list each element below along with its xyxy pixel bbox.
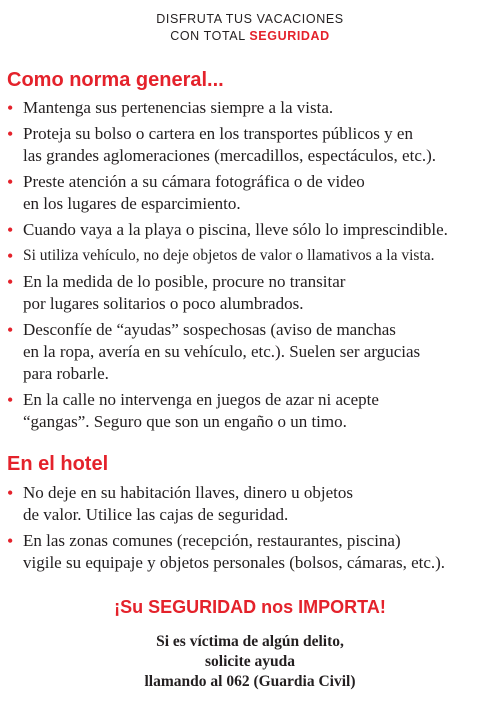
tip-text: En la medida de lo posible, procure no transitar por lugares solitarios o poco alumbrados.	[23, 272, 346, 313]
bullet-icon: •	[7, 172, 14, 192]
header-accent-word: SEGURIDAD	[249, 29, 330, 43]
list-item	[6, 530, 494, 574]
tip-text: Proteja su bolso o cartera en los transportes públicos y en las grandes aglomeraciones (mercadillos, espectáculos, etc.).	[23, 124, 437, 165]
header-line-2-prefix: CON TOTAL	[170, 29, 250, 43]
general-section-title: Como norma general...	[7, 69, 224, 91]
list-item	[6, 389, 494, 433]
bullet-icon: •	[7, 246, 14, 266]
bullet-icon: •	[7, 124, 14, 144]
bullet-icon: •	[7, 390, 14, 410]
security-slogan: ¡Su SEGURIDAD nos IMPORTA!	[114, 597, 386, 617]
bullet-icon: •	[7, 98, 14, 118]
tip-text: Si utiliza vehículo, no deje objetos de valor o llamativos a la vista.	[23, 247, 435, 264]
emergency-contact	[0, 632, 500, 692]
tip-text: Cuando vaya a la playa o piscina, lleve sólo lo imprescindible.	[23, 220, 448, 239]
list-item	[6, 123, 494, 167]
header-line-2	[0, 28, 500, 45]
tip-text: En las zonas comunes (recepción, restaurantes, piscina) vigile su equipaje y objetos personales (bolsos, cámaras, etc.).	[23, 531, 446, 572]
bullet-icon: •	[7, 220, 14, 240]
list-item	[6, 219, 494, 241]
tip-text: Mantenga sus pertenencias siempre a la vista.	[23, 98, 334, 117]
hotel-tips-list	[6, 482, 494, 578]
general-tips-list	[6, 97, 494, 437]
footer-line-1: Si es víctima de algún delito,	[156, 633, 344, 650]
list-item	[6, 171, 494, 215]
list-item	[6, 97, 494, 119]
header-line-1: DISFRUTA TUS VACACIONES	[156, 12, 344, 26]
tip-text: En la calle no intervenga en juegos de azar ni acepte “gangas”. Seguro que son un engaño o un timo.	[23, 390, 379, 431]
bullet-icon: •	[7, 531, 14, 551]
list-item	[6, 482, 494, 526]
bullet-icon: •	[7, 483, 14, 503]
tip-text: Preste atención a su cámara fotográfica o de video en los lugares de esparcimiento.	[23, 172, 365, 213]
bullet-icon: •	[7, 320, 14, 340]
footer-line-2: solicite ayuda	[205, 653, 295, 670]
list-item	[6, 319, 494, 385]
footer-line-3: llamando al 062 (Guardia Civil)	[144, 673, 356, 690]
tip-text: Desconfíe de “ayudas” sospechosas (aviso de manchas en la ropa, avería en su vehículo, etc.). Suelen ser argucias para robarle.	[23, 320, 421, 383]
list-item	[6, 245, 494, 267]
bullet-icon: •	[7, 272, 14, 292]
hotel-section-title: En el hotel	[7, 453, 109, 475]
tip-text: No deje en su habitación llaves, dinero u objetos de valor. Utilice las cajas de seguridad.	[23, 483, 353, 524]
flyer-header	[0, 11, 500, 45]
list-item	[6, 271, 494, 315]
